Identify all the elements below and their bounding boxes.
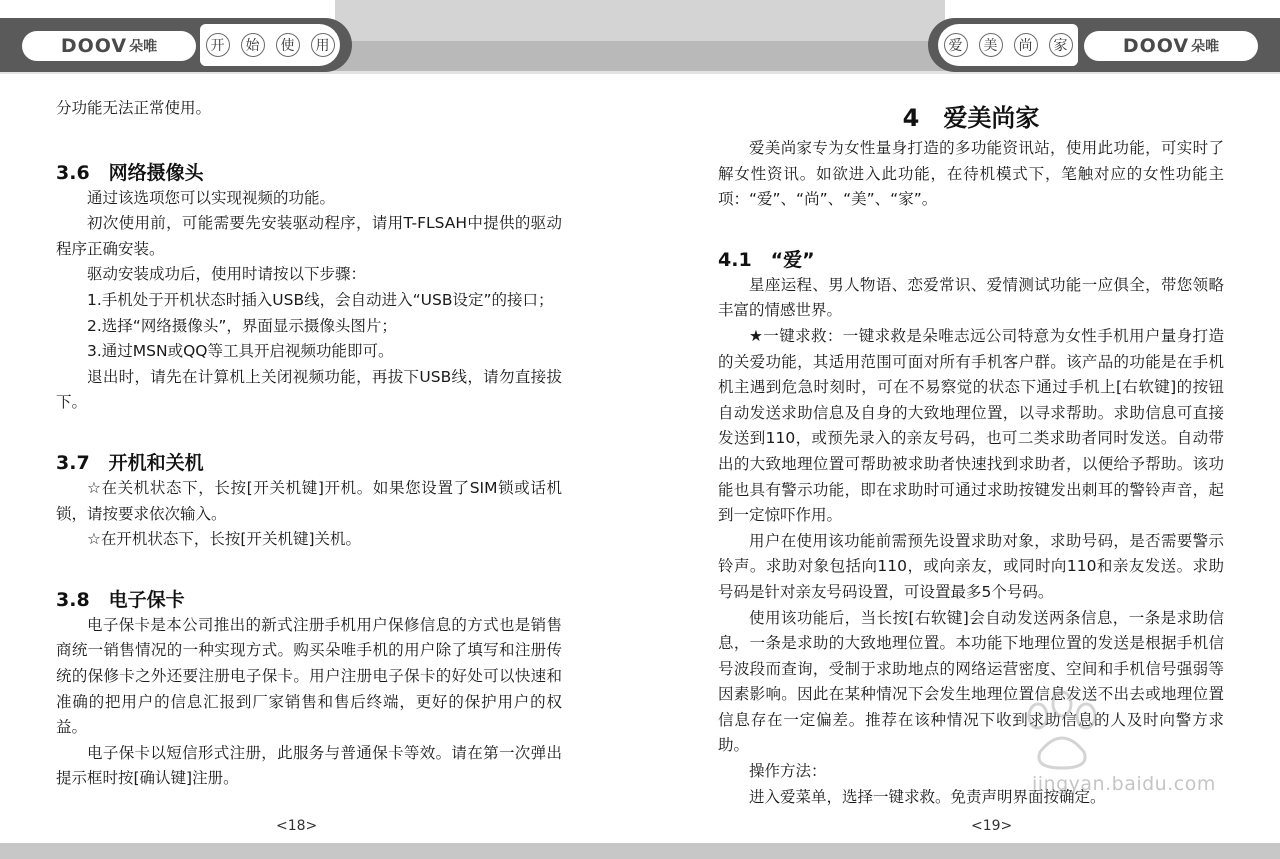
paragraph: 电子保卡以短信形式注册，此服务与普通保卡等效。请在第一次弹出提示框时按[确认键]注册。 <box>56 743 562 788</box>
paragraph: 操作方法： <box>749 762 827 781</box>
title-char: 家 <box>1049 33 1073 57</box>
chapter-title: 4 爱美尚家 <box>902 104 1040 132</box>
title-char: 始 <box>241 33 265 57</box>
paragraph: 进入爱菜单，选择一键求救。免责声明界面按确定。 <box>749 787 1106 806</box>
paragraph: ☆在关机状态下，长按[开关机键]开机。如果您设置了SIM锁或话机锁，请按要求依次输入。 <box>56 478 562 523</box>
paragraph: 退出时，请先在计算机上关闭视频功能，再拔下USB线，请勿直接拔下。 <box>56 367 562 412</box>
header-top-gap <box>335 0 945 41</box>
paragraph: 用户在使用该功能前需预先设置求助对象，求助号码，是否需要警示铃声。求助对象包括向110，或向亲友，或同时向110和亲友发送。求助号码是针对亲友号码设置，可设置最多5个号码。 <box>718 531 1224 601</box>
paragraph: ☆在开机状态下，长按[开关机键]关机。 <box>87 530 361 549</box>
paragraph: 通过该选项您可以实现视频的功能。 <box>87 188 336 207</box>
page-number-right: <19> <box>971 818 1013 834</box>
title-char: 美 <box>979 33 1003 57</box>
logo-cn-text: 朵唯 <box>1191 39 1220 55</box>
logo-wordmark: DOOV <box>1122 35 1190 57</box>
right-page <box>718 100 1224 810</box>
lead-paragraph: 分功能无法正常使用。 <box>56 99 212 117</box>
section-title-left <box>200 24 340 66</box>
intro-paragraph: 爱美尚家专为女性量身打造的多功能资讯站，使用此功能，可实时了解女性资讯。如欲进入此功能，在待机模式下，笔触对应的女性功能主项：“爱”、“尚”、“美”、“家”。 <box>718 139 1224 209</box>
heading-3-7: 3.7 开机和关机 <box>56 451 204 474</box>
paragraph: 驱动安装成功后，使用时请按以下步骤： <box>87 265 367 284</box>
title-char: 使 <box>276 33 300 57</box>
section-title-right <box>938 24 1078 66</box>
paragraph: 2.选择“网络摄像头”，界面显示摄像头图片； <box>87 316 397 335</box>
heading-4-1: 4.1 “爱” <box>718 248 815 271</box>
heading-3-6: 3.6 网络摄像头 <box>56 161 204 184</box>
watermark-text: jingyan.baidu.com <box>1032 773 1216 795</box>
page-number-left: <18> <box>276 818 318 834</box>
logo-cn-text: 朵唯 <box>129 39 158 55</box>
bottom-bar <box>0 843 1280 859</box>
paragraph: 使用该功能后，当长按[右软键]会自动发送两条信息，一条是求助信息，一条是求助的大致地理位置。本功能下地理位置的发送是根据手机信号波段而查询，受制于求助地点的网络运营密度、空间和手机信号强弱等因素影响。因此在某种情况下会发生地理位置信息发送不出去或地理位置信息存在一定偏差。推荐在该种情况下收到求助信息的人及时向警方求助。 <box>718 608 1224 755</box>
paragraph: 电子保卡是本公司推出的新式注册手机用户保修信息的方式也是销售商统一销售情况的一种实现方式。购买朵唯手机的用户除了填写和注册传统的保修卡之外还要注册电子保卡。用户注册电子保卡的好处可以快速和准确的把用户的信息汇报到厂家销售和售后终端，更好的保护用户的权益。 <box>56 615 562 737</box>
title-char: 爱 <box>944 33 968 57</box>
doov-logo-right <box>1084 31 1258 61</box>
heading-3-8: 3.8 电子保卡 <box>56 588 185 611</box>
title-char: 用 <box>311 33 335 57</box>
title-char: 开 <box>206 33 230 57</box>
paragraph: 3.通过MSN或QQ等工具开启视频功能即可。 <box>87 342 394 361</box>
logo-wordmark: DOOV <box>60 35 128 57</box>
left-page <box>56 96 562 792</box>
paragraph: ★一键求救：一键求救是朵唯志远公司特意为女性手机用户量身打造的关爱功能，其适用范围可面对所有手机客户群。该产品的功能是在手机机主遇到危急时刻时，可在不易察觉的状态下通过手机上[右软键]的按钮自动发送求助信息及自身的大致地理位置，以寻求帮助。求助信息可直接发送到110，或预先录入的亲友号码，也可二类求助者同时发送。自动带出的大致地理位置可帮助被求助者快速找到求助者，以便给予帮助。该功能也具有警示功能，即在求助时可通过求助按键发出刺耳的警铃声音，起到一定惊吓作用。 <box>718 326 1224 525</box>
paragraph: 1.手机处于开机状态时插入USB线，会自动进入“USB设定”的接口； <box>87 290 554 309</box>
title-char: 尚 <box>1014 33 1038 57</box>
paragraph: 星座运程、男人物语、恋爱常识、爱情测试功能一应俱全，带您领略丰富的情感世界。 <box>718 275 1224 320</box>
doov-logo-left <box>22 31 196 61</box>
paragraph: 初次使用前，可能需要先安装驱动程序，请用T-FLSAH中提供的驱动程序正确安装。 <box>56 214 562 258</box>
